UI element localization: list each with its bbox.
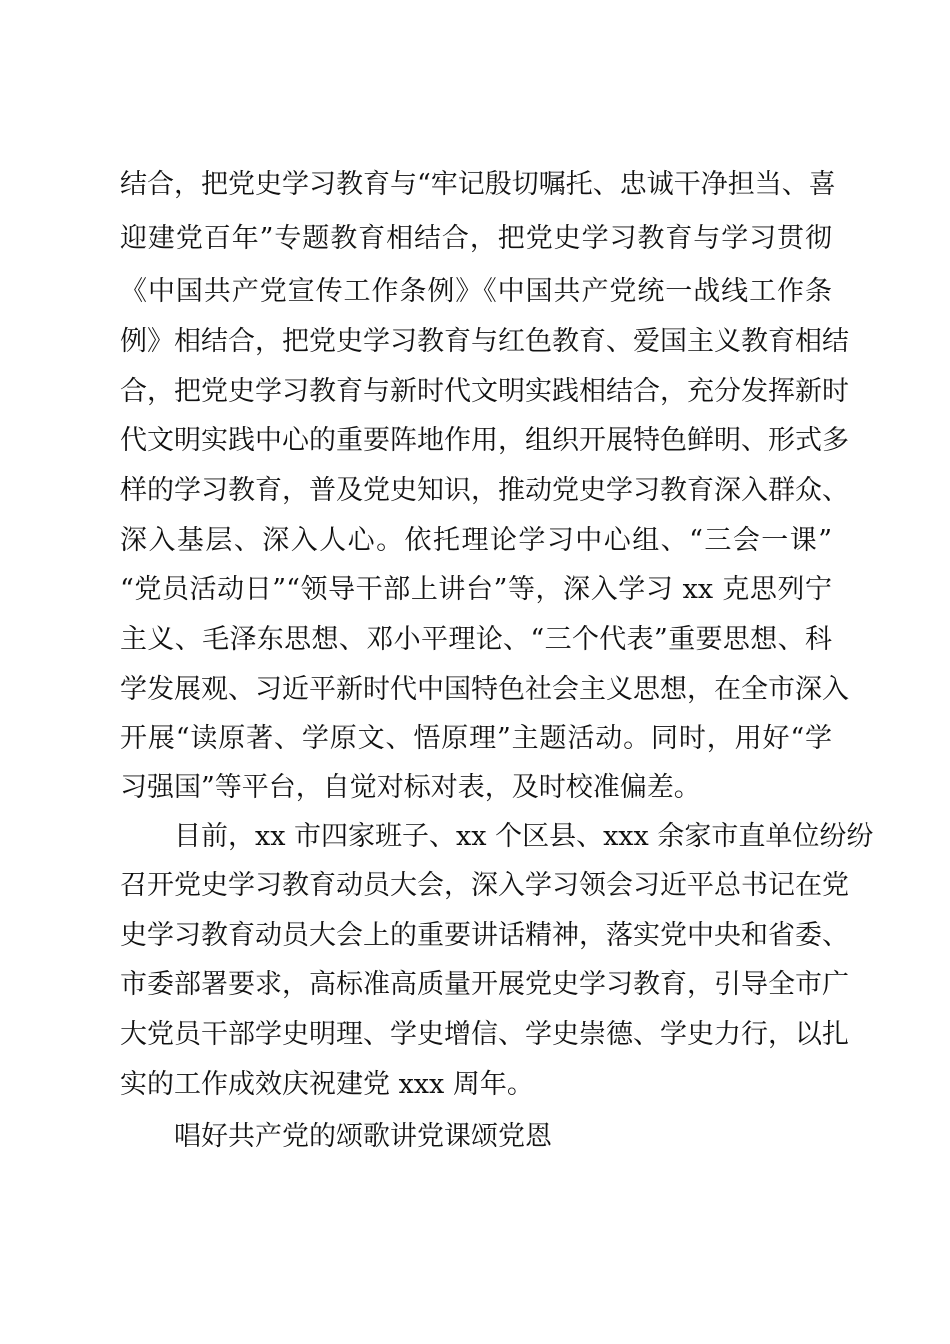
text-line: 样的学习教育，普及党史知识，推动党史学习教育深入群众、 — [120, 475, 849, 506]
text-line: 开展“读原著、学原文、悟原理”主题活动。同时，用好“学 — [120, 723, 832, 754]
text-line: 习强国”等平台，自觉对标对表，及时校准偏差。 — [120, 772, 701, 803]
text-line: 《中国共产党宣传工作条例》《中国共产党统一战线工作条 — [120, 276, 832, 307]
text-line: 市委部署要求，高标准高质量开展党史学习教育，引导全市广 — [120, 969, 849, 1000]
text-line: 深入基层、深入人心。依托理论学习中心组、“三会一课” — [120, 525, 832, 556]
text-line: 史学习教育动员大会上的重要讲话精神，落实党中央和省委、 — [120, 920, 849, 951]
text-line: “党员活动日”“领导干部上讲台”等，深入学习 xx 克思列宁 — [120, 574, 832, 605]
section-heading: 唱好共产党的颂歌讲党课颂党恩 — [174, 1121, 552, 1152]
text-line: 实的工作成效庆祝建党 xxx 周年。 — [120, 1069, 534, 1100]
text-line: 结合，把党史学习教育与“牢记殷切嘱托、忠诚干净担当、喜 — [120, 169, 836, 200]
text-line: 例》相结合，把党史学习教育与红色教育、爱国主义教育相结 — [120, 326, 849, 357]
text-line: 召开党史学习教育动员大会，深入学习领会习近平总书记在党 — [120, 870, 849, 901]
paragraph-first-line: 目前，xx 市四家班子、xx 个区县、xxx 余家市直单位纷纷 — [174, 821, 874, 852]
text-line: 学发展观、习近平新时代中国特色社会主义思想，在全市深入 — [120, 674, 849, 705]
text-line: 代文明实践中心的重要阵地作用，组织开展特色鲜明、形式多 — [120, 425, 849, 456]
text-line: 迎建党百年”专题教育相结合，把党史学习教育与学习贯彻 — [120, 223, 832, 254]
text-line: 大党员干部学史明理、学史增信、学史崇德、学史力行，以扎 — [120, 1019, 849, 1050]
text-line: 主义、毛泽东思想、邓小平理论、“三个代表”重要思想、科 — [120, 624, 832, 655]
text-line: 合，把党史学习教育与新时代文明实践相结合，充分发挥新时 — [120, 376, 849, 407]
